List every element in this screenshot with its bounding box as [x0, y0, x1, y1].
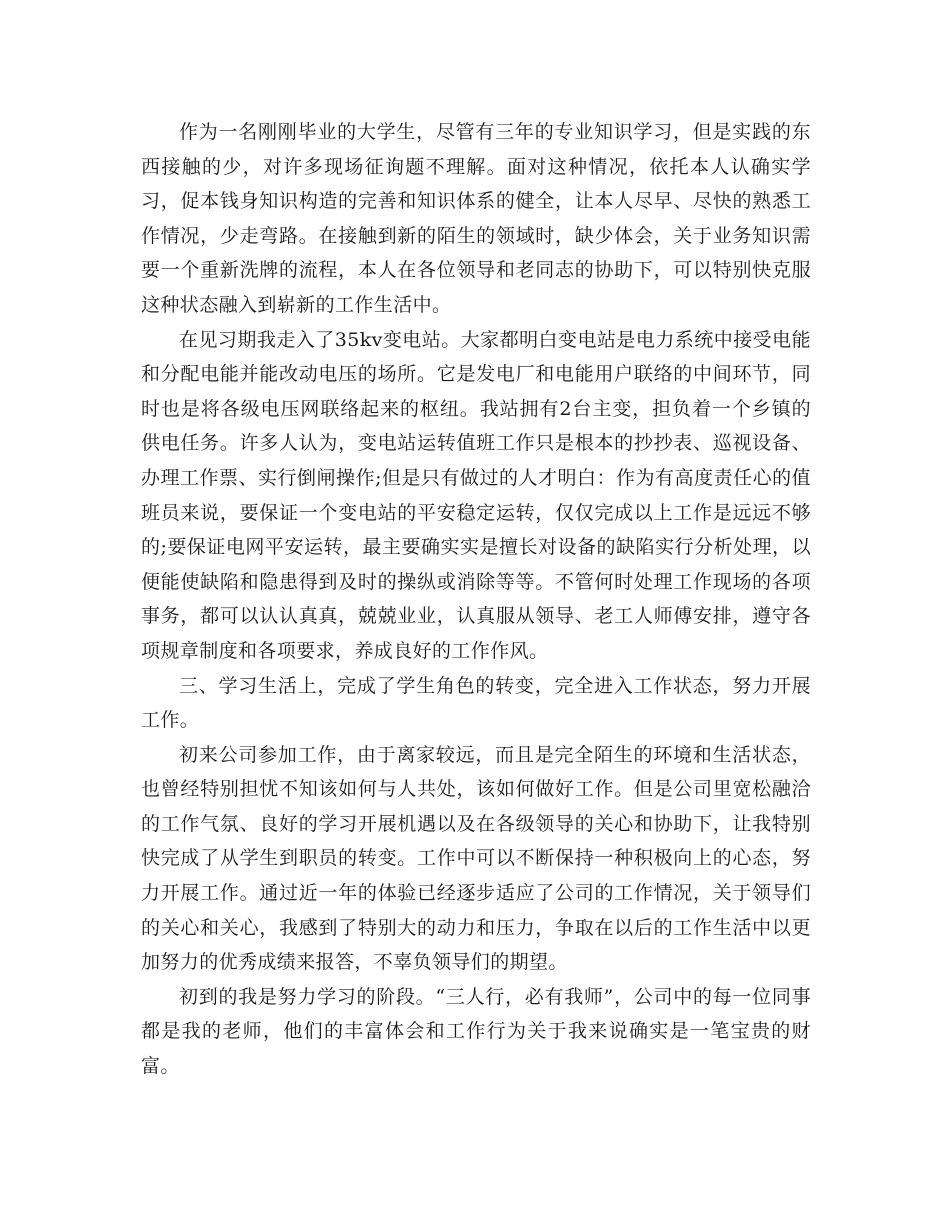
paragraph-4: 初来公司参加工作，由于离家较远，而且是完全陌生的环境和生活状态，也曾经特别担忧不知该如何与人共处，该如何做好工作。但是公司里宽松融洽的工作气氛、良好的学习开展机遇以及在各级领导的关心和协助下，让我特别快完成了从学生到职员的转变。工作中可以不断保持一种积极向上的心态，努力开展工作。通过近一年的体验已经逐步适应了公司的工作情况，关于领导们的关心和关心，我感到了特别大的动力和压力，争取在以后的工作生活中以更加努力的优秀成绩来报答，不辜负领导们的期望。	[141, 743, 811, 974]
paragraph-3: 三、学习生活上，完成了学生角色的转变，完全进入工作状态，努力开展工作。	[141, 674, 811, 732]
document-body	[141, 115, 811, 1084]
paragraph-1: 作为一名刚刚毕业的大学生，尽管有三年的专业知识学习，但是实践的东西接触的少，对许多现场征询题不理解。面对这种情况，依托本人认确实学习，促本钱身知识构造的完善和知识体系的健全，让本人尽早、尽快的熟悉工作情况，少走弯路。在接触到新的陌生的领域时，缺少体会，关于业务知识需要一个重新洗牌的流程，本人在各位领导和老同志的协助下，可以特别快克服这种状态融入到崭新的工作生活中。	[141, 121, 811, 316]
paragraph-2: 在见习期我走入了35kv变电站。大家都明白变电站是电力系统中接受电能和分配电能并能改动电压的场所。它是发电厂和电能用户联络的中间环节，同时也是将各级电压网联络起来的枢纽。我站拥有2台主变，担负着一个乡镇的供电任务。许多人认为，变电站运转值班工作只是根本的抄抄表、巡视设备、办理工作票、实行倒闸操作;但是只有做过的人才明白：作为有高度责任心的值班员来说，要保证一个变电站的平安稳定运转，仅仅完成以上工作是远远不够的;要保证电网平安运转，最主要确实实是擅长对设备的缺陷实行分析处理，以便能使缺陷和隐患得到及时的操纵或消除等等。不管何时处理工作现场的各项事务，都可以认认真真，兢兢业业，认真服从领导、老工人师傅安排，遵守各项规章制度和各项要求，养成良好的工作作风。	[141, 328, 811, 662]
paragraph-5: 初到的我是努力学习的阶段。“三人行，必有我师”，公司中的每一位同事都是我的老师，他们的丰富体会和工作行为关于我来说确实是一笔宝贵的财富。	[141, 985, 811, 1078]
